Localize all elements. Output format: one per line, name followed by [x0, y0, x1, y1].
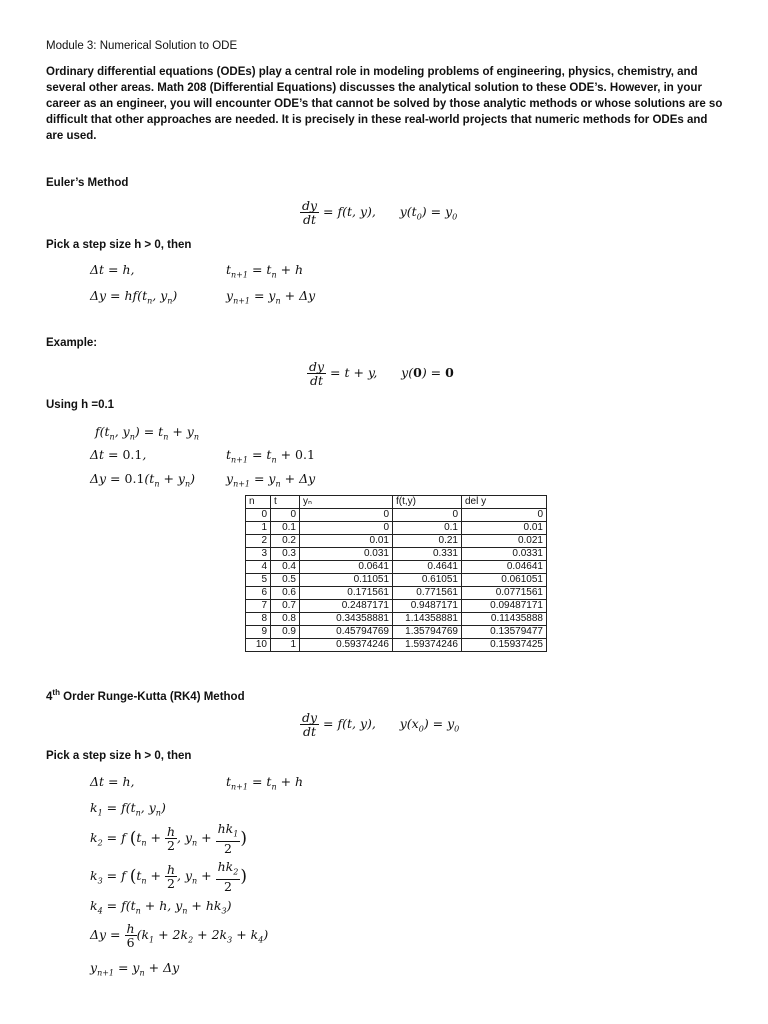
- cell-f: 0.331: [393, 548, 462, 561]
- cell-yn: 0.171561: [300, 587, 393, 600]
- rk4-eq-dt: Δt = h,: [90, 774, 135, 789]
- table-row: [246, 587, 547, 600]
- cell-n: 3: [246, 548, 271, 561]
- cell-del-y: 0.0771561: [462, 587, 547, 600]
- euler-eq-ynext: $y_{n+1} = y_n + \Delta y$: [226, 288, 316, 306]
- table-row: [246, 613, 547, 626]
- cell-t: 0.8: [271, 613, 300, 626]
- cell-yn: 0.01: [300, 535, 393, 548]
- cell-n: 9: [246, 626, 271, 639]
- cell-t: 0.1: [271, 522, 300, 535]
- cell-del-y: 0.13579477: [462, 626, 547, 639]
- rk4-eq-dy: Δy = $\frac{h}{6}$ $(k_1 + 2k_2 + 2k_3 + k_4)$: [90, 921, 269, 950]
- cell-f: 0.61051: [393, 574, 462, 587]
- cell-yn: 0.0641: [300, 561, 393, 574]
- cell-yn: 0.59374246: [300, 639, 393, 652]
- example-heading: Example:: [46, 337, 98, 349]
- cell-del-y: 0.01: [462, 522, 547, 535]
- table-row: [246, 600, 547, 613]
- rk4-eq-ynext: $y_{n+1} = y_n + \Delta y$: [90, 960, 180, 978]
- cell-yn: 0.2487171: [300, 600, 393, 613]
- euler-heading: Euler’s Method: [46, 177, 129, 189]
- cell-f: 0.4641: [393, 561, 462, 574]
- table-row: [246, 561, 547, 574]
- cell-t: 0.9: [271, 626, 300, 639]
- example-eq-dt: Δt = 0.1,: [90, 447, 147, 462]
- cell-yn: 0.031: [300, 548, 393, 561]
- cell-del-y: 0.04641: [462, 561, 547, 574]
- cell-f: 1.14358881: [393, 613, 462, 626]
- table-row: [246, 574, 547, 587]
- rk4-eq-tnext: $t_{n+1} = t_n + h$: [226, 774, 304, 792]
- table-row: [246, 535, 547, 548]
- table-row: [246, 548, 547, 561]
- cell-t: 0.4: [271, 561, 300, 574]
- table-row: [246, 626, 547, 639]
- table-row: [246, 639, 547, 652]
- cell-n: 2: [246, 535, 271, 548]
- cell-f: 0.1: [393, 522, 462, 535]
- cell-del-y: 0: [462, 509, 547, 522]
- cell-del-y: 0.021: [462, 535, 547, 548]
- cell-n: 8: [246, 613, 271, 626]
- euler-eq-tnext: $t_{n+1} = t_n + h$: [226, 262, 304, 280]
- rk4-heading: [46, 688, 245, 703]
- cell-n: 10: [246, 639, 271, 652]
- euler-results-table: [245, 495, 547, 652]
- example-eq-dy: $\Delta y = 0.1(t_n + y_n)$: [90, 471, 195, 489]
- example-eq-tnext: $t_{n+1} = t_n + 0.1$: [226, 447, 315, 465]
- cell-n: 0: [246, 509, 271, 522]
- module-title: Module 3: Numerical Solution to ODE: [46, 40, 238, 52]
- cell-n: 6: [246, 587, 271, 600]
- col-header-f: f(t,y): [393, 496, 462, 509]
- cell-yn: 0.34358881: [300, 613, 393, 626]
- example-eq-ynext: $y_{n+1} = y_n + \Delta y$: [226, 471, 316, 489]
- euler-eq-dy: $\Delta y = hf(t_n$, $y_n$): [90, 288, 178, 306]
- cell-f: 0.21: [393, 535, 462, 548]
- table-row: [246, 522, 547, 535]
- col-header-t: t: [271, 496, 300, 509]
- cell-n: 5: [246, 574, 271, 587]
- cell-del-y: 0.0331: [462, 548, 547, 561]
- euler-pick-step: Pick a step size h > 0, then: [46, 239, 192, 251]
- col-header-yn: yₙ: [300, 496, 393, 509]
- col-header-n: n: [246, 496, 271, 509]
- rk4-heading-text: Order Runge-Kutta (RK4) Method: [59, 690, 245, 703]
- table-row: [246, 509, 547, 522]
- cell-t: 0.2: [271, 535, 300, 548]
- col-header-del-y: del y: [462, 496, 547, 509]
- cell-yn: 0.11051: [300, 574, 393, 587]
- cell-t: 1: [271, 639, 300, 652]
- cell-t: 0.6: [271, 587, 300, 600]
- cell-del-y: 0.15937425: [462, 639, 547, 652]
- rk4-eq-k4: $k_4 = f(t_n + h$, $y_n + hk_3$): [90, 898, 232, 916]
- cell-f: 1.35794769: [393, 626, 462, 639]
- rk4-eq-k1: $k_1 = f(t_n$, $y_n$): [90, 800, 166, 818]
- rk4-heading-sup: th: [52, 688, 60, 697]
- cell-f: 0.771561: [393, 587, 462, 600]
- example-using-h: Using h =0.1: [46, 399, 115, 411]
- cell-del-y: 0.061051: [462, 574, 547, 587]
- cell-f: 1.59374246: [393, 639, 462, 652]
- rk4-eq-k2: $k_2 = f$ ($t_n$ + $\frac{h}{2}$ , $y_n$ + $\frac{hk_1}{2}$ ): [90, 821, 247, 856]
- intro-paragraph: Ordinary differential equations (ODEs) play a central role in modeling problems of engineering, physics, chemistry, and several other areas. Math 208 (Differential Equations) discusses the analytical solution to these ODE’s. However, in your career as an engineer, you will encounter ODE’s that cannot be solved by those analytic methods or whose solutions are so difficult that other approaches are needed. It is precisely in these real-world projects that numeric methods for ODEs and are used.: [46, 66, 723, 142]
- cell-t: 0.7: [271, 600, 300, 613]
- cell-del-y: 0.11435888: [462, 613, 547, 626]
- rk4-heading-num: 4: [46, 690, 53, 703]
- table-header-row: [246, 496, 547, 509]
- cell-n: 7: [246, 600, 271, 613]
- cell-yn: 0: [300, 509, 393, 522]
- cell-t: 0.5: [271, 574, 300, 587]
- euler-ode-equation: $\frac{dy}{dt}$ = f(t, y), $y(t_0) = y_0$: [302, 198, 458, 227]
- cell-yn: 0.45794769: [300, 626, 393, 639]
- example-ode-equation: $\frac{dy}{dt}$ = t + y, y(0) = 0: [309, 359, 454, 388]
- cell-t: 0: [271, 509, 300, 522]
- rk4-pick-step: Pick a step size h > 0, then: [46, 750, 192, 762]
- cell-n: 1: [246, 522, 271, 535]
- euler-eq-dt: Δt = h,: [90, 262, 135, 277]
- cell-f: 0.9487171: [393, 600, 462, 613]
- example-eq-f: $f(t_n$, $y_n) = t_n + y_n$: [95, 424, 199, 442]
- cell-del-y: 0.09487171: [462, 600, 547, 613]
- cell-f: 0: [393, 509, 462, 522]
- rk4-eq-k3: $k_3 = f$ ($t_n$ + $\frac{h}{2}$ , $y_n$ + $\frac{hk_2}{2}$ ): [90, 859, 247, 894]
- rk4-ode-equation: $\frac{dy}{dt}$ = f(t, y), $y(x_0) = y_0$: [302, 710, 460, 739]
- cell-t: 0.3: [271, 548, 300, 561]
- cell-yn: 0: [300, 522, 393, 535]
- cell-n: 4: [246, 561, 271, 574]
